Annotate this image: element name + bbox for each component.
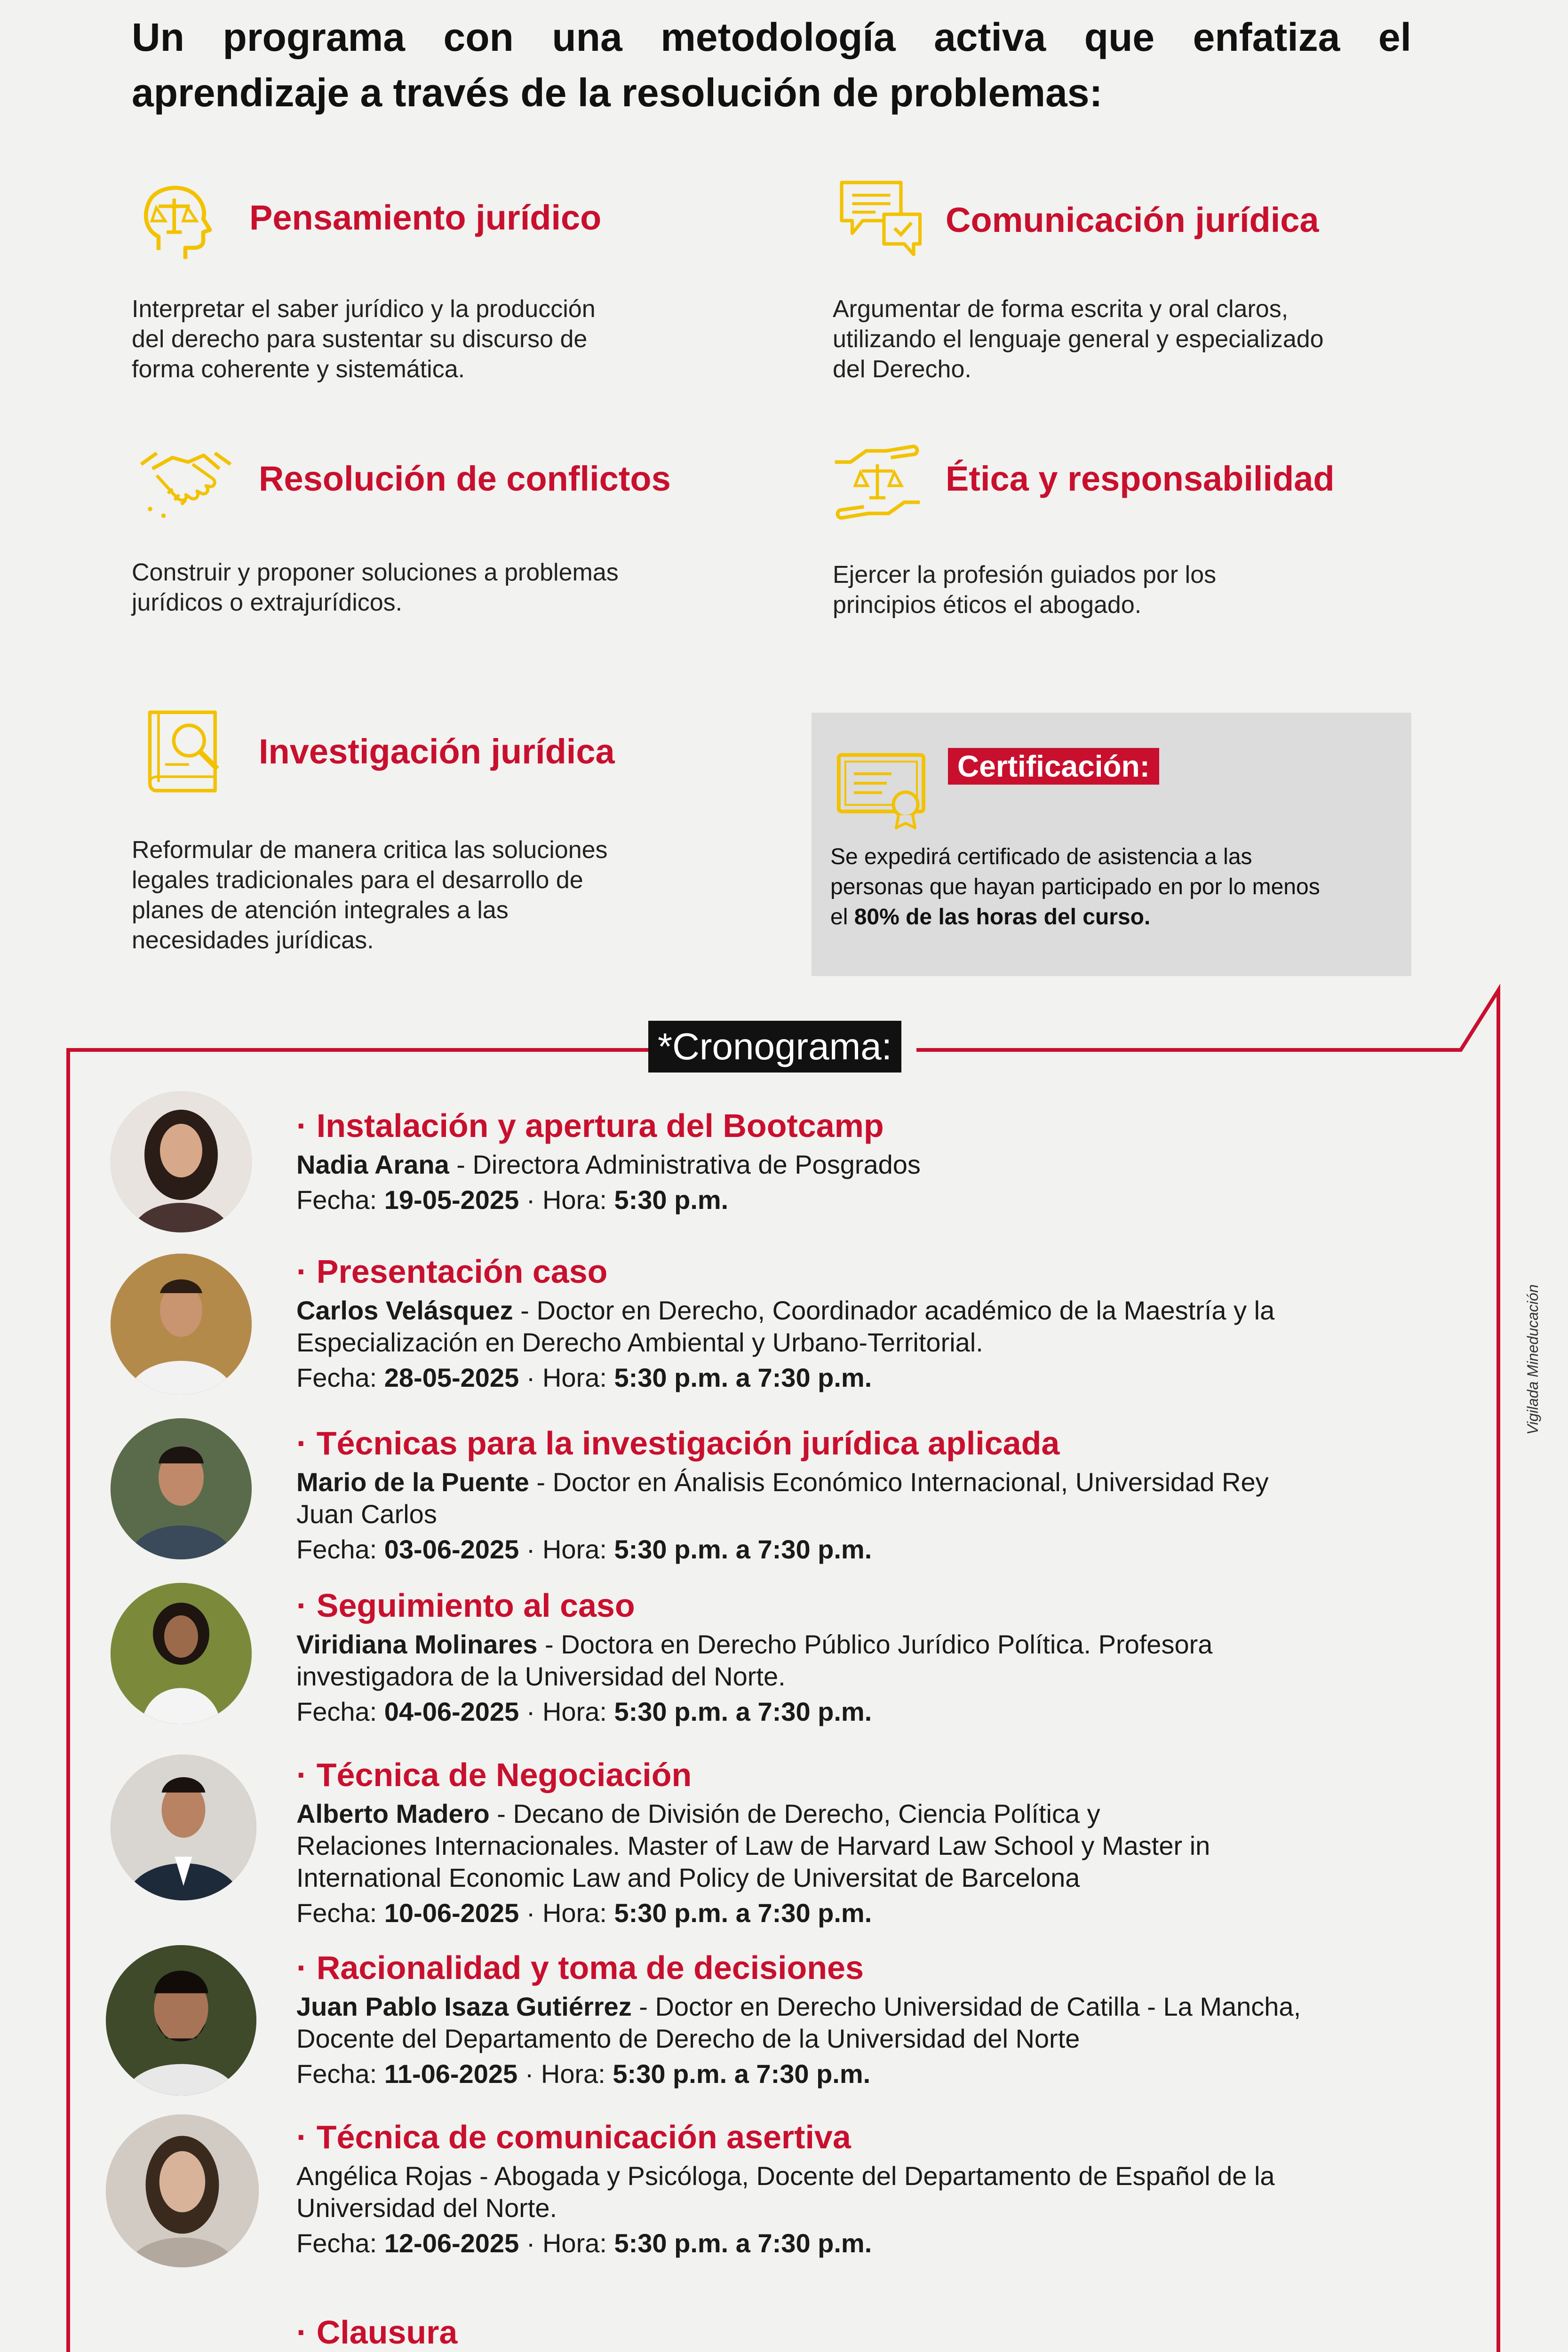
feature-desc-line: Reformular de manera critica las soluciones (132, 836, 608, 864)
session-title: · Seguimiento al caso (296, 1587, 635, 1624)
session-time: 5:30 p.m. a 7:30 p.m. (614, 2228, 872, 2258)
session-date: 12-06-2025 (384, 2228, 519, 2258)
date-label: Fecha: (296, 1185, 384, 1215)
speaker-info (296, 1629, 1449, 1692)
avatar (111, 1091, 252, 1232)
session-time: 5:30 p.m. (614, 1185, 729, 1215)
time-label: · Hora: (519, 1363, 614, 1392)
intro-line-1: Un programa con una metodología activa que enfatiza el (132, 15, 1411, 59)
session-datetime (296, 1361, 1449, 1394)
speaker-role: - Decano de División de Derecho, Ciencia Política y (489, 1799, 1100, 1828)
speaker-role: Especialización en Derecho Ambiental y Urbano-Territorial. (296, 1327, 983, 1357)
speaker-info (296, 1991, 1449, 2055)
speaker-name: Juan Pablo Isaza Gutiérrez (296, 1992, 632, 2021)
feature-desc-line: legales tradicionales para el desarrollo de (132, 866, 583, 894)
schedule-item (296, 1423, 1449, 1566)
time-label: · Hora: (517, 2059, 613, 2089)
cert-line: Se expedirá certificado de asistencia a las (830, 844, 1252, 869)
feature-desc-line: Construir y proponer soluciones a problemas (132, 559, 619, 586)
session-date: 03-06-2025 (384, 1534, 519, 1564)
session-title: · Clausura (296, 2314, 458, 2351)
speaker-name: Viridiana Molinares (296, 1629, 538, 1659)
date-label: Fecha: (296, 1363, 384, 1392)
speaker-info (296, 1149, 1449, 1181)
date-label: Fecha: (296, 1898, 384, 1928)
session-datetime (296, 1184, 1449, 1216)
feature-title: Investigación jurídica (259, 732, 615, 771)
session-title: · Presentación caso (296, 1253, 608, 1290)
avatar (106, 2114, 259, 2267)
speaker-info (296, 1798, 1449, 1894)
schedule-item (296, 1585, 1449, 1728)
session-date: 04-06-2025 (384, 1697, 519, 1726)
avatar (106, 1945, 256, 2096)
date-label: Fecha: (296, 2228, 384, 2258)
feature-desc-line: Interpretar el saber jurídico y la producción (132, 295, 596, 323)
session-datetime (296, 1897, 1449, 1930)
avatar (111, 1254, 252, 1395)
speaker-role: International Economic Law and Policy de Universitat de Barcelona (296, 1863, 1080, 1892)
session-datetime (296, 1533, 1449, 1566)
feature-desc-line: principios éticos el abogado. (833, 591, 1142, 619)
session-date: 28-05-2025 (384, 1363, 519, 1392)
time-label: · Hora: (519, 1185, 614, 1215)
schedule-item (296, 2312, 1449, 2352)
speaker-role: Docente del Departamento de Derecho de la Universidad del Norte (296, 2024, 1080, 2053)
speaker-role: - Doctor en Ánalisis Económico Internacional, Universidad Rey (529, 1467, 1269, 1497)
time-label: · Hora: (519, 1697, 614, 1726)
feature-desc-line: Ejercer la profesión guiados por los (833, 561, 1217, 588)
time-label: · Hora: (519, 1898, 614, 1928)
speaker-role: investigadora de la Universidad del Norte. (296, 1661, 786, 1691)
schedule-item (296, 1947, 1449, 2090)
session-title: · Racionalidad y toma de decisiones (296, 1949, 864, 1986)
feature-desc-line: forma coherente y sistemática. (132, 356, 465, 383)
avatar (111, 1583, 252, 1724)
session-datetime (296, 2227, 1449, 2260)
speaker-role: - Doctora en Derecho Público Jurídico Política. Profesora (537, 1629, 1213, 1659)
feature-desc-line: planes de atención integrales a las (132, 897, 509, 924)
speaker-name: Carlos Velásquez (296, 1295, 513, 1325)
session-time: 5:30 p.m. a 7:30 p.m. (613, 2059, 871, 2089)
speaker-name: Nadia Arana (296, 1150, 449, 1179)
speaker-name: Mario de la Puente (296, 1467, 529, 1497)
schedule-item (296, 2117, 1449, 2260)
feature-title: Pensamiento jurídico (249, 198, 602, 237)
speaker-name: Alberto Madero (296, 1799, 490, 1828)
session-time: 5:30 p.m. a 7:30 p.m. (614, 1363, 872, 1392)
speaker-role: Juan Carlos (296, 1499, 437, 1529)
speaker-role: - Doctor en Derecho, Coordinador académico de la Maestría y la (513, 1295, 1275, 1325)
cert-line-text: el (830, 905, 854, 930)
date-label: Fecha: (296, 2059, 384, 2089)
time-label: · Hora: (519, 2228, 614, 2258)
session-time: 5:30 p.m. a 7:30 p.m. (614, 1534, 872, 1564)
feature-desc-line: del Derecho. (833, 356, 971, 383)
avatar (111, 1418, 252, 1559)
time-label: · Hora: (519, 1534, 614, 1564)
session-date: 11-06-2025 (384, 2059, 518, 2089)
speaker-info (296, 1295, 1449, 1359)
vigilada-label: Vigilada Mineducación (1524, 1284, 1541, 1435)
session-date: 10-06-2025 (384, 1898, 519, 1928)
schedule-item (296, 1251, 1449, 1394)
feature-title: Resolución de conflictos (259, 459, 671, 498)
session-date: 19-05-2025 (384, 1185, 519, 1215)
session-title: · Técnica de Negociación (296, 1756, 692, 1793)
avatar (111, 1755, 256, 1900)
schedule-item (296, 1105, 1449, 1216)
schedule-title: *Cronograma: (648, 1021, 901, 1073)
feature-title: Comunicación jurídica (946, 200, 1319, 239)
feature-desc-line: necesidades jurídicas. (132, 927, 374, 954)
speaker-role: - Doctor en Derecho Universidad de Catilla - La Mancha, (631, 1992, 1301, 2021)
session-title: · Técnicas para la investigación jurídica aplicada (296, 1425, 1060, 1462)
session-time: 5:30 p.m. a 7:30 p.m. (614, 1697, 872, 1726)
session-datetime (296, 2058, 1449, 2090)
speaker-role: Angélica Rojas - Abogada y Psicóloga, Docente del Departamento de Español de la (296, 2161, 1275, 2191)
session-datetime (296, 1695, 1449, 1728)
feature-desc-line: del derecho para sustentar su discurso de (132, 326, 588, 353)
session-title: · Técnica de comunicación asertiva (296, 2119, 851, 2155)
session-title: · Instalación y apertura del Bootcamp (296, 1107, 884, 1144)
intro-line-2: aprendizaje a través de la resolución de problemas: (132, 71, 1103, 115)
cert-highlight: 80% de las horas del curso. (854, 905, 1151, 930)
schedule-item (296, 1755, 1449, 1930)
date-label: Fecha: (296, 1697, 384, 1726)
session-time: 5:30 p.m. a 7:30 p.m. (614, 1898, 872, 1928)
speaker-role: - Directora Administrativa de Posgrados (449, 1150, 921, 1179)
feature-desc-line: utilizando el lenguaje general y especializado (833, 326, 1324, 353)
speaker-info (296, 2160, 1449, 2224)
speaker-info (296, 1466, 1449, 1530)
speaker-role: Relaciones Internacionales. Master of Law de Harvard Law School y Master in (296, 1831, 1210, 1860)
certification-title: Certificación: (948, 748, 1159, 785)
speaker-role: Universidad del Norte. (296, 2193, 557, 2223)
feature-desc-line: jurídicos o extrajurídicos. (132, 589, 403, 616)
feature-desc-line: Argumentar de forma escrita y oral claros, (833, 295, 1289, 323)
feature-title: Ética y responsabilidad (946, 459, 1335, 498)
cert-line: personas que hayan participado en por lo menos (830, 874, 1320, 899)
date-label: Fecha: (296, 1534, 384, 1564)
